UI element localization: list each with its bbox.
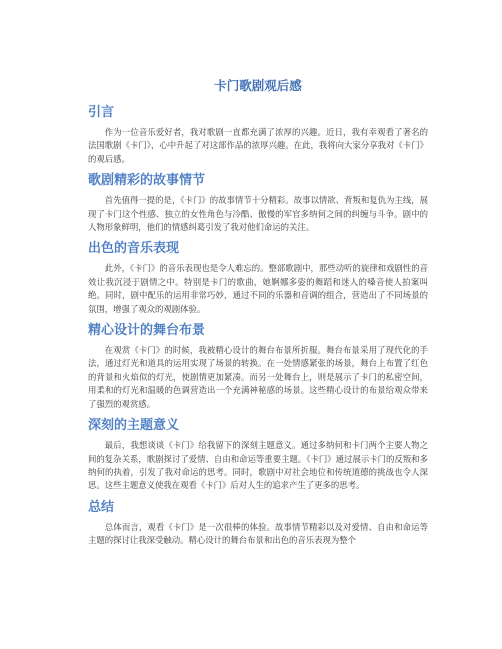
section-heading: 歌剧精彩的故事情节 (88, 173, 206, 189)
section-paragraph: 此外，《卡门》的音乐表现也是令人难忘的。整部歌剧中，那些动听的旋律和戏剧性的音效让我沉浸于剧情之中。特别是卡门的歌曲，她婀娜多姿的舞蹈和迷人的嗓音使人拍案叫绝。同时，剧中配乐的运用非常巧妙，通过不同的乐器和音调的组合，营造出了不同场景的氛围，增强了观众的观剧体验。 (88, 263, 428, 314)
section-paragraph: 总体而言，观看《卡门》是一次很棒的体验。故事情节精彩以及对爱情、自由和命运等主题的探讨让我深受触动。精心设计的舞台布景和出色的音乐表现为整个 (88, 521, 428, 546)
section-paragraph: 在观赏《卡门》的时候，我被精心设计的舞台布景所折服。舞台布景采用了现代化的手法，通过灯光和道具的运用实现了场景的转换。在一处情感紧张的场景，舞台上布置了红色的背景和火焰似的灯光，使剧情更加紧凑。而另一处舞台上，则是展示了卡门的私密空间，用柔和的灯光和温暖的色调营造出一个充满神秘感的场景。这些精心设计的布景给观众带来了强烈的观赏感。 (88, 345, 428, 409)
section-paragraph: 最后，我想谈谈《卡门》给我留下的深刻主题意义。通过多纳何和卡门两个主要人物之间的复杂关系，歌剧探讨了爱情、自由和命运等重要主题。《卡门》通过展示卡门的反叛和多纳何的执着，引发了我对命运的思考。同时，歌剧中对社会地位和传统道德的挑战也令人深思。这些主题意义使我在观看《卡门》后对人生的追求产生了更多的思考。 (88, 440, 428, 491)
section-theme (88, 417, 428, 493)
section-story (88, 172, 428, 234)
section-summary (88, 499, 428, 548)
section-stage-design (88, 322, 428, 411)
section-heading: 深刻的主题意义 (88, 418, 180, 434)
section-paragraph: 首先值得一提的是，《卡门》的故事情节十分精彩。故事以情欲、背叛和复仇为主线，展现了卡门这个性感、独立的女性角色与冷酷、傲慢的军官多纳何之间的纠缠与斗争。剧中的人物形象鲜明，他们的情感纠葛引发了我对他们命运的关注。 (88, 195, 428, 233)
section-heading: 总结 (88, 499, 115, 515)
document-title: 卡门歌剧观后感 (214, 78, 302, 93)
section-paragraph: 作为一位音乐爱好者，我对歌剧一直都充满了浓厚的兴趣。近日，我有幸观看了著名的法国歌剧《卡门》，心中升起了对这部作品的浓厚兴趣。在此，我将向大家分享我对《卡门》的观后感。 (88, 127, 428, 164)
section-heading: 引言 (88, 105, 115, 120)
section-heading: 精心设计的舞台布景 (88, 323, 206, 339)
section-introduction (88, 104, 428, 166)
section-music (88, 240, 428, 316)
section-heading: 出色的音乐表现 (88, 241, 180, 257)
